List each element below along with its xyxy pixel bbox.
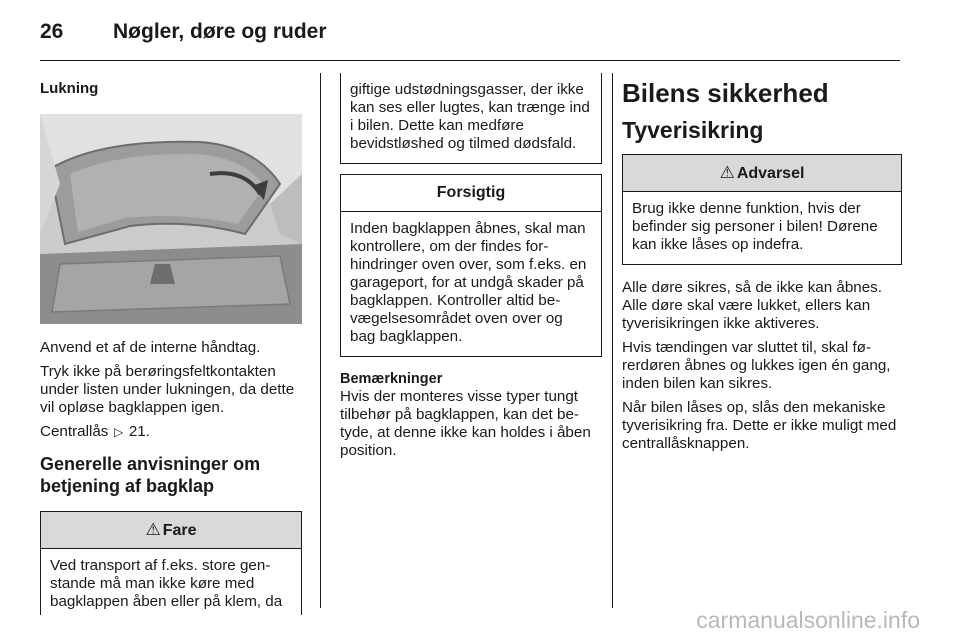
warning-triangle-icon: ⚠ (145, 520, 161, 539)
page-reference-arrow-icon: ▷ (113, 425, 124, 439)
notes-text: Hvis der monteres visse typer tungt tilbehør på bagklappen, kan det betyde, at denne ikke kan holdes i åben position. (340, 388, 591, 459)
antitheft-paragraph-1: Alle døre sikres, så de ikke kan åbnes. Alle døre skal være lukket, ellers kan tyverisikringen ikke aktiveres. (622, 279, 882, 332)
section-subheading: Lukning (40, 80, 99, 97)
section-subheading-antitheft: Tyverisikring (622, 117, 764, 143)
section-heading-general: Generelle anvisninger om betjening af bagklap (40, 454, 261, 496)
tailgate-illustration (40, 114, 302, 324)
central-lock-reference (40, 423, 302, 441)
column-divider-2 (612, 73, 613, 608)
header-divider (40, 60, 900, 61)
danger-box (40, 511, 302, 615)
tailgate-photo (40, 114, 302, 324)
danger-text: Ved transport af f.eks. store genstande må man ikke køre med bagklappen åben eller på klem, da (50, 557, 283, 610)
antitheft-paragraph-3: Når bilen låses op, slås den mekaniske tyverisikring fra. Dette er ikke muligt med centrallåsknappen. (622, 399, 897, 452)
warning-triangle-icon: ⚠ (719, 163, 735, 182)
page-number: 26 (40, 20, 64, 43)
caution-text: Inden bagklappen åbnes, skal man kontrollere, om der findes forhindringer oven over, som f.eks. en garageport, for at undgå skader på bagklappen. Kontroller altid bevægelsesområdet oven over og bag bagklappen. (350, 220, 587, 345)
danger-continued-text: giftige udstødningsgasser, der ikke kan ses eller lugtes, kan trænge ind i bilen. Dette kan medføre bevidstløshed og tilmed dødsfald. (350, 81, 590, 152)
instruction-touch-switch: Tryk ikke på berøringsfeltkontakten under listen under lukningen, da dette vil opløse bagklappen igen. (40, 363, 295, 416)
danger-title: Fare (162, 522, 197, 539)
section-heading-security: Bilens sikkerhed (622, 78, 829, 108)
instruction-handles: Anvend et af de interne håndtag. (40, 339, 261, 356)
warning-box-header (623, 155, 901, 192)
caution-title: Forsigtig (341, 175, 601, 212)
column-2 (340, 73, 602, 460)
central-lock-label: Centrallås (40, 423, 109, 440)
danger-box-header (41, 512, 301, 549)
column-1 (40, 76, 302, 615)
page-header (40, 20, 920, 60)
column-3 (622, 76, 902, 453)
central-lock-page: 21. (128, 423, 150, 440)
antitheft-paragraph-2: Hvis tændingen var sluttet til, skal førerdøren åbnes og lukkes igen én gang, inden bilen kan sikres. (622, 339, 891, 392)
warning-box (622, 154, 902, 265)
chapter-title: Nøgler, døre og ruder (113, 20, 327, 43)
danger-box-continued (340, 73, 602, 164)
watermark: carmanualsonline.info (696, 607, 920, 633)
notes-title: Bemærkninger (340, 371, 443, 387)
warning-text: Brug ikke denne funktion, hvis der befinder sig personer i bilen! Dørene kan ikke låses op indefra. (632, 200, 878, 253)
column-divider-1 (320, 73, 321, 608)
caution-box (340, 174, 602, 357)
warning-title: Advarsel (736, 165, 805, 182)
